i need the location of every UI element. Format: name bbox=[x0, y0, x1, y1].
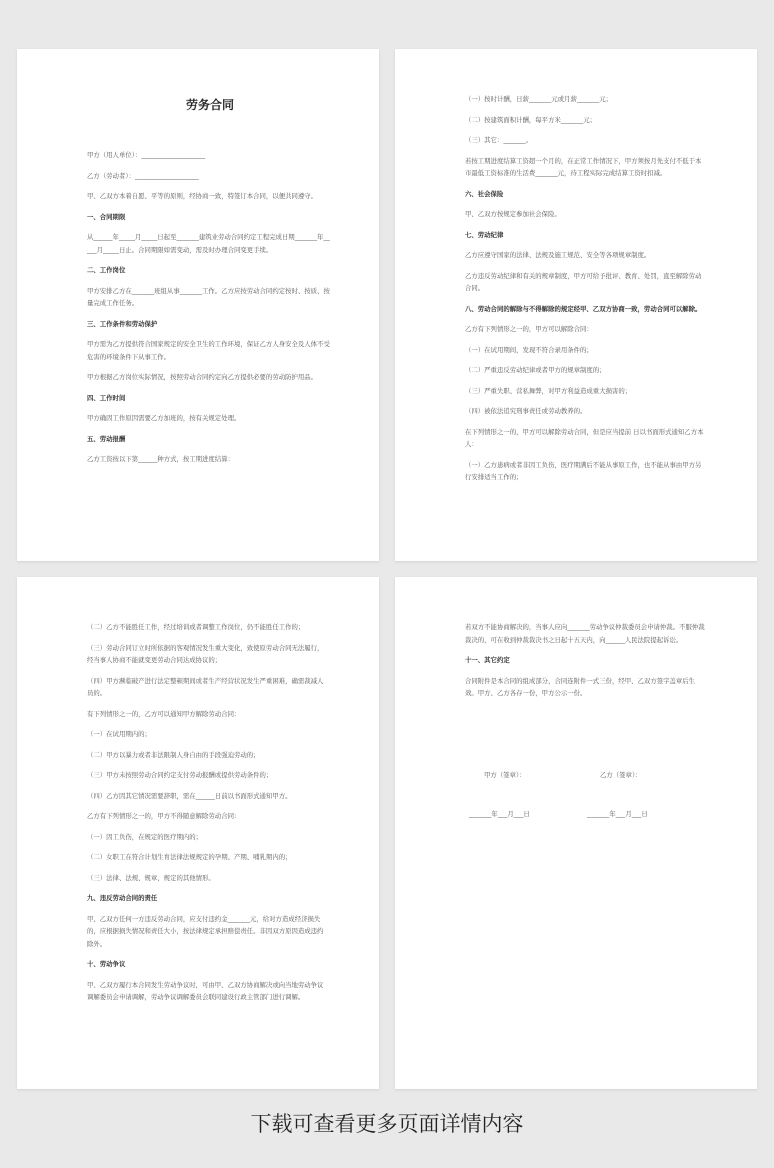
section-heading: 二、工作岗位 bbox=[87, 266, 126, 274]
contract-paragraph: （二）女职工在符合计划生育法律法规规定的孕期、产期、哺乳期内的； bbox=[87, 853, 292, 861]
contract-paragraph: （二）按建筑面积计酬，每平方米_______元； bbox=[465, 115, 597, 124]
contract-paragraph: 乙方有下列情形之一的，甲方可以解除合同： bbox=[465, 325, 593, 333]
contract-paragraph: 若双方不能协商解决的，当事人应向_______劳动争议仲裁委员会申请仲裁。不服仲裁裁决的，可在收到仲裁裁决书之日起十五天内，向______人民法院提起诉讼。 bbox=[465, 623, 705, 644]
contract-paragraph: （二）严重违反劳动纪律或者甲方的规章制度的； bbox=[465, 366, 606, 374]
party-a-signature-label: 甲方（签章）： bbox=[484, 770, 526, 779]
section-heading: 十、劳动争议 bbox=[87, 960, 126, 968]
contract-paragraph: 甲、乙双方按规定参加社会保险。 bbox=[465, 210, 561, 218]
contract-paragraph: （四）乙方因其它情况需要辞职，需在______日前以书面形式通知甲方。 bbox=[87, 791, 292, 800]
section-heading: 九、违反劳动合同的责任 bbox=[87, 894, 158, 902]
contract-paragraph: 甲方需为乙方提供符合国家规定的安全卫生的工作环境，保证乙方人身安全及人体不受危害的环境条件下从事工作。 bbox=[87, 340, 330, 361]
section-heading: 一、合同期限 bbox=[87, 212, 126, 221]
contract-paragraph: （四）甲方濒临破产进行法定整顿期间或者生产经营状况发生严重困难，确需裁减人员的。 bbox=[87, 676, 324, 697]
contract-paragraph: （一）在试用期内的； bbox=[87, 730, 151, 738]
contract-paragraph: （一）乙方患病或者非因工负伤，医疗期满后不能从事原工作，也不能从事由甲方另行安排适当工作的； bbox=[465, 460, 702, 481]
contract-page-1 bbox=[17, 49, 379, 561]
download-more-caption: 下载可查看更多页面详情内容 bbox=[250, 1112, 524, 1136]
contract-page-3 bbox=[17, 577, 379, 1089]
section-heading: 七、劳动纪律 bbox=[465, 230, 504, 239]
party-b-date: _______年___月___日 bbox=[587, 809, 648, 818]
page-2-body bbox=[465, 93, 706, 484]
section-heading: 六、社会保险 bbox=[465, 189, 504, 198]
contract-paragraph: 乙方有下列情形之一的，甲方不得随意解除劳动合同： bbox=[87, 812, 241, 820]
contract-paragraph: （一）按时计酬，日薪_______元或月薪_______元； bbox=[465, 95, 612, 103]
section-heading: 十一、其它约定 bbox=[465, 656, 510, 664]
contract-paragraph: 甲方安排乙方在_______班组从事_______工作。乙方应按劳动合同约定按时、按质、按量完成工作任务。 bbox=[87, 286, 330, 307]
contract-paragraph: 甲、乙双方本着自愿、平等的原则，经协商一致，特签订本合同，以便共同遵守。 bbox=[87, 192, 318, 200]
contract-paragraph: 乙方工资按以下第______种方式，按工期进度结算： bbox=[87, 455, 234, 463]
contract-paragraph: 甲方根据乙方岗位实际情况，按照劳动合同约定向乙方提供必要的劳动防护用品。 bbox=[87, 373, 318, 381]
contract-paragraph: 甲方（用人单位）：____________________ bbox=[87, 151, 206, 159]
signature-row bbox=[465, 770, 706, 779]
contract-page-4 bbox=[395, 577, 757, 1089]
contract-paragraph: （一）因工负伤，在规定的医疗期内的； bbox=[87, 832, 203, 841]
contract-paragraph: 乙方（劳动者）：____________________ bbox=[87, 171, 199, 180]
party-a-date: _______年___月___日 bbox=[469, 809, 530, 818]
contract-paragraph: （三）严重失职、营私舞弊，对甲方利益造成重大损害的； bbox=[465, 386, 632, 395]
contract-paragraph: （一）在试用期间，发现不符合录用条件的； bbox=[465, 345, 593, 354]
contract-paragraph: 甲、乙双方任何一方违反劳动合同，应支付违约金_______元，给对方造成经济损失的，应根据损失情况和责任大小，按法律规定承担赔偿责任。非因双方原因造成违约除外。 bbox=[87, 914, 324, 948]
contract-page-2 bbox=[395, 49, 757, 561]
contract-paragraph: 甲、乙双方履行本合同发生劳动争议时，可由甲、乙双方协商解决或向当地劳动争议调解委员会申请调解，劳动争议调解委员会联同建设行政主管部门进行调解。 bbox=[87, 980, 324, 1001]
contract-paragraph: 乙方违反劳动纪律和有关的规章制度，甲方可给予批评、教育、处罚，直至解除劳动合同。 bbox=[465, 271, 702, 292]
contract-paragraph: 合同附件是本合同的组成部分，合同连附件一式三份，经甲、乙双方签字盖章后生效。甲方、乙方各存一份，甲方公示一份。 bbox=[465, 676, 696, 697]
contract-paragraph: 有下列情形之一的，乙方可以通知甲方解除劳动合同： bbox=[87, 709, 241, 718]
contract-paragraph: （三）甲方未按照劳动合同约定支付劳动报酬或提供劳动条件的； bbox=[87, 771, 273, 779]
contract-paragraph: 乙方应遵守国家的法律、法规及施工规范、安全等各项规章制度。 bbox=[465, 251, 651, 259]
contract-paragraph: 若按工期进度结算工资超一个月的，在正常工作情况下，甲方须按月先支付不低于本市最低工资标准的生活费_______元，待工程实际完成结算工资时扣减。 bbox=[465, 156, 702, 177]
section-heading: 四、工作时间 bbox=[87, 393, 126, 402]
section-heading: 五、劳动报酬 bbox=[87, 434, 126, 443]
party-b-signature-label: 乙方（签章）： bbox=[600, 770, 642, 779]
page-1-body bbox=[87, 149, 333, 466]
section-heading: 三、工作条件和劳动保护 bbox=[87, 319, 158, 328]
page-3-body bbox=[87, 621, 329, 1004]
contract-paragraph: 从______年_____月_____日起至_______建筑业劳动合同约定工程完成日期_______年_____月_____日止。合同期限如需变动，需及时办理合同变更手续。 bbox=[87, 233, 330, 254]
date-row bbox=[465, 809, 706, 818]
contract-paragraph: （二）乙方不能胜任工作，经过培训或者调整工作岗位，仍不能胜任工作的； bbox=[87, 623, 305, 631]
contract-paragraph: （四）被依法追究刑事责任或劳动教养的。 bbox=[465, 407, 587, 415]
contract-paragraph: （三）其它：_______。 bbox=[465, 136, 533, 144]
contract-paragraph: （三）劳动合同订立时所依据的客观情况发生重大变化，致使原劳动合同无法履行，经当事人协商不能就变更劳动合同达成协议的； bbox=[87, 643, 324, 664]
page-4-body bbox=[465, 621, 706, 700]
contract-paragraph: （二）甲方以暴力或者非法限制人身自由的手段强迫劳动的； bbox=[87, 750, 260, 759]
contract-paragraph: 甲方确因工作原因需要乙方加班的，按有关规定处理。 bbox=[87, 414, 241, 422]
contract-title: 劳务合同 bbox=[185, 98, 234, 112]
contract-paragraph: 在下列情形之一的，甲方可以解除劳动合同，但是应当提前 日以书面形式通知乙方本人： bbox=[465, 427, 704, 448]
section-heading: 八、劳动合同的解除与不得解除的规定经甲、乙双方协商一致，劳动合同可以解除。 bbox=[465, 304, 702, 313]
contract-paragraph: （三）法律、法规、规章、规定的其他情形。 bbox=[87, 873, 215, 882]
